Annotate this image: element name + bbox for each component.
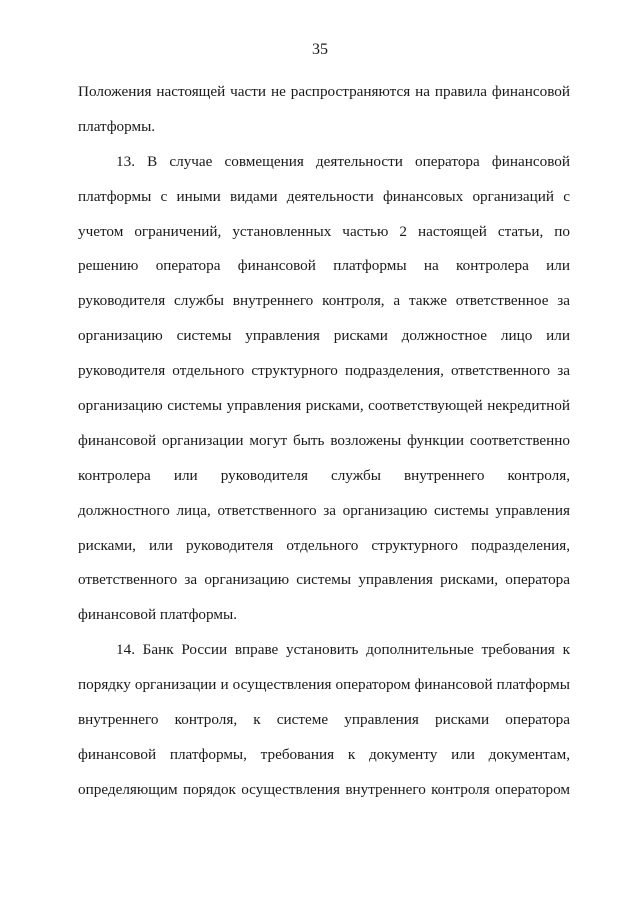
text-line: рисками, или руководителя отдельного структурного подразделения, <box>78 536 570 554</box>
text-line: организацию системы управления рисками должностное лицо или <box>78 327 570 345</box>
text-line: финансовой организации могут быть возложены функции соответственно <box>78 431 570 449</box>
text-line: порядку организации и осуществления оператором финансовой платформы <box>78 676 570 694</box>
text-line: должностного лица, ответственного за организацию системы управления <box>78 501 570 519</box>
text-line: финансовой платформы. <box>78 606 237 624</box>
text-line: внутреннего контроля, к системе управления рисками оператора <box>78 711 570 729</box>
body-text <box>78 75 570 808</box>
text-line: учетом ограничений, установленных частью 2 настоящей статьи, по <box>78 222 570 240</box>
text-line: Положения настоящей части не распространяются на правила финансовой <box>78 83 570 100</box>
page-number: 35 <box>312 41 328 58</box>
text-line: 14. Банк России вправе установить дополнительные требования к <box>116 641 570 659</box>
text-line: организацию системы управления рисками, соответствующей некредитной <box>78 397 570 415</box>
text-line: контролера или руководителя службы внутреннего контроля, <box>78 466 570 484</box>
text-line: руководителя службы внутреннего контроля, а также ответственное за <box>78 292 570 310</box>
text-line: определяющим порядок осуществления внутреннего контроля оператором <box>78 780 570 798</box>
text-line: решению оператора финансовой платформы на контролера или <box>78 257 570 275</box>
text-line: платформы. <box>78 117 156 135</box>
text-line: ответственного за организацию системы управления рисками, оператора <box>78 571 570 589</box>
text-line: финансовой платформы, требования к документу или документам, <box>78 745 570 763</box>
text-line: руководителя отдельного структурного подразделения, ответственного за <box>78 362 570 380</box>
text-line: 13. В случае совмещения деятельности оператора финансовой <box>116 152 570 170</box>
text-line: платформы с иными видами деятельности финансовых организаций с <box>78 187 570 205</box>
